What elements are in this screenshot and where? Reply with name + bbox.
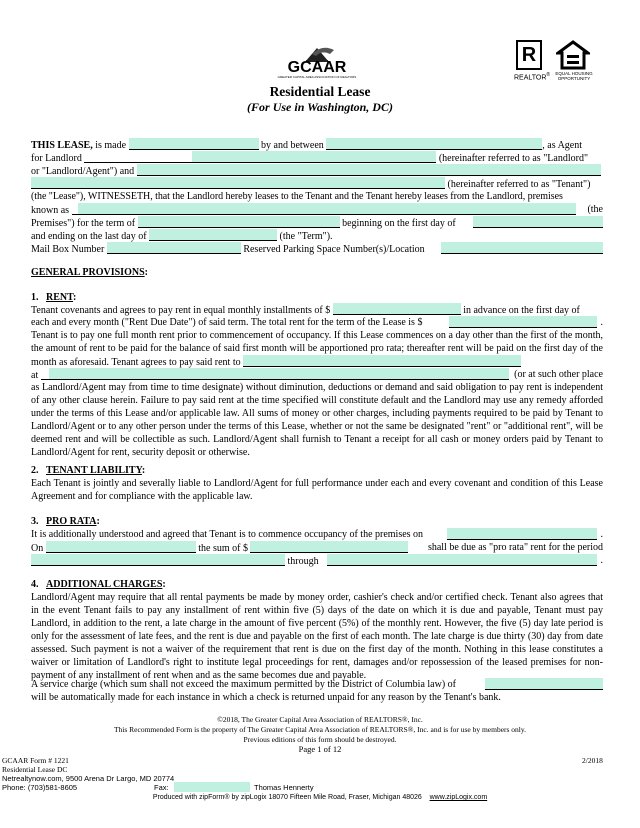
intro-line-7: Premises") for the term of beginning on the first day of <box>31 216 603 230</box>
rent-line-2: each and every month ("Rent Due Date") of said term. The total rent for the term of the Lease is $ . <box>31 317 603 328</box>
parking-field[interactable] <box>441 242 603 254</box>
rent-para-1: Tenant is to pay one full month rent prior to commencement of occupancy. If this Lease commences on a day other than the first of the month, the amount of rent to be paid for the balance of said first month will be apportioned pro rata; thereafter rent will be paid on the first day of the month as aforesaid. Tenant agrees to pay said rent to <box>31 330 603 368</box>
charges-service-line: A service charge (which sum shall not exceed the maximum permitted by the District of Columbia law) of <box>31 678 603 691</box>
prorata-from-field[interactable] <box>31 554 285 566</box>
total-rent-field[interactable] <box>449 316 597 328</box>
logo-subtext: GREATER CAPITAL AREA ASSOCIATION OF REALTORS <box>277 75 357 79</box>
tenant-name-field-2[interactable] <box>31 177 445 189</box>
charges-text: Landlord/Agent may require that all rental payments be made by money order, cashier's check and/or certified check. Tenant also agrees that in the event Tenant fails to pay any installment of rent within five (5) days of the date on which it is due and payable, Tenant must pay Landlord, in addition to the rent, a late charge in the amount of five percent (5%) of the monthly rent. However, the five (5) day late period is only for the assessment of late fees, and the rent is due and payable on the first of each month. The late charge is due thirty (30) day from date assessed. Such payment is not a waiver of the requirement that rent is due on the first day of the month. Nothing in this lease constitutes a waiver or limitation of Landlord's right to institute legal proceedings for rent, damages and/or repossession of the leased premises for non-payment of any installment of rent when and as the same becomes due and payable. <box>31 592 603 681</box>
charges-last-line: will be automatically made for each instance in which a check is returned unpaid for any reason by the Tenant's bank. <box>31 692 501 703</box>
footer-copyright: ©2018, The Greater Capital Area Association of REALTORS®, Inc. <box>217 715 423 724</box>
intro-line-6: known as (the <box>31 204 603 216</box>
phone-info: Phone: (703)581-8605 <box>2 783 78 792</box>
prorata-line-3: through . <box>31 554 603 568</box>
liability-text: Each Tenant is jointly and severally liable to Landlord/Agent for full performance under each and every covenant and condition of this Lease Agreement and for compliance with the applicable law. <box>31 478 603 502</box>
intro-line-2: for Landlord (hereinafter referred to as "Landlord" <box>31 153 589 164</box>
prorata-line-2: On the sum of $ shall be due as "pro rata" rent for the period <box>31 542 603 554</box>
intro-line-9: Mail Box Number Reserved Parking Space Number(s)/Location <box>31 242 603 256</box>
agent-name: Thomas Hennerty <box>254 783 314 792</box>
prorata-line-1: It is additionally understood and agreed that Tenant is to commence occupancy of the premises on . <box>31 529 603 540</box>
charges-heading: 4. ADDITIONAL CHARGES: <box>31 579 166 590</box>
service-charge-field[interactable] <box>485 678 603 690</box>
rent-para-2: as Landlord/Agent may from time to time designate) without diminution, deductions or demand and said obligation to pay rent is independent of any other clause herein. Failure to pay said rent at the time specified will constitute default and the Landlord may use any remedy afforded under the terms of this Lease and/or applicable law. All sums of money or other charges, including payments required to be paid by Tenant to Landlord/Agent or to any other person under the terms of this Lease, whether or not the same be designated "rent" or "additional rent", will be deemed rent and will be collectible as such. Landlord/Agent shall furnish to Tenant a receipt for all cash or money orders paid by Tenant to Landlord/Agent for rent, security deposit or otherwise. <box>31 382 603 458</box>
footer-previous: Previous editions of this form should be destroyed. <box>243 735 397 744</box>
page-subtitle: (For Use in Washington, DC) <box>247 100 393 114</box>
prorata-sum-field[interactable] <box>250 541 408 553</box>
form-number: GCAAR Form # 1221 <box>2 756 69 765</box>
lease-date-field[interactable] <box>129 138 259 150</box>
rent-address-field[interactable] <box>49 368 509 380</box>
fax-field[interactable] <box>174 782 250 792</box>
eho-label: EQUAL HOUSING OPPORTUNITY <box>555 71 593 81</box>
fax-label: Fax: <box>154 783 169 792</box>
intro-line-4: (hereinafter referred to as "Tenant") <box>31 177 603 191</box>
realtor-label: REALTOR® <box>514 72 551 82</box>
produced-with: Produced with zipForm® by zipLogix 18070 Fifteen Mile Road, Fraser, Michigan 48026 www.zipLogix.com <box>152 794 488 801</box>
footer-page: Page 1 of 12 <box>298 744 342 754</box>
premises-address-field[interactable] <box>78 203 576 215</box>
monthly-rent-field[interactable] <box>333 303 461 315</box>
office-info: Netrealtynow.com, 9500 Arena Dr Largo, MD 20774 <box>2 774 175 783</box>
logo-text: GCAAR <box>287 59 347 76</box>
intro-line-5: (the "Lease"), WITNESSETH, that the Landlord hereby leases to the Tenant and the Tenant hereby leases from the Landlord, premises <box>31 191 563 202</box>
term-start-field[interactable] <box>473 216 603 228</box>
term-end-field[interactable] <box>149 229 277 241</box>
form-name: Residential Lease DC <box>2 765 68 774</box>
realtor-icon: R <box>516 40 542 70</box>
landlord-name-field[interactable] <box>192 151 436 163</box>
agent-name-field[interactable] <box>326 138 542 150</box>
footer-recommended: This Recommended Form is the property of The Greater Capital Area Association of REALTORS®, Inc. and is for use by members only. <box>113 725 527 734</box>
occupancy-date-field[interactable] <box>447 528 597 540</box>
rent-line-at: at (or at such other place <box>31 369 603 381</box>
rent-heading: 1. RENT: <box>31 292 77 303</box>
rent-line-1: Tenant covenants and agrees to pay rent in equal monthly installments of $ in advance on the first day of <box>31 305 580 316</box>
prorata-heading: 3. PRO RATA: <box>31 516 100 527</box>
form-date: 2/2018 <box>582 756 603 765</box>
intro-line-8: and ending on the last day of (the "Term"). <box>31 231 333 242</box>
general-provisions-heading: GENERAL PROVISIONS: <box>31 267 148 278</box>
liability-heading: 2. TENANT LIABILITY: <box>31 465 146 476</box>
prorata-date-field[interactable] <box>46 541 196 553</box>
ziplogix-link[interactable]: www.zipLogix.com <box>429 794 488 801</box>
rent-payee-field[interactable] <box>243 355 521 367</box>
mailbox-field[interactable] <box>107 242 241 254</box>
page-title: Residential Lease <box>269 84 371 99</box>
tenant-name-field-1[interactable] <box>137 164 601 176</box>
intro-line-1: THIS LEASE, is made by and between , as Agent <box>31 140 583 151</box>
intro-line-3: or "Landlord/Agent") and <box>31 164 603 178</box>
prorata-through-field[interactable] <box>327 554 597 566</box>
equal-housing-icon <box>556 40 590 70</box>
term-length-field[interactable] <box>138 216 340 228</box>
gcaar-logo <box>272 40 362 80</box>
